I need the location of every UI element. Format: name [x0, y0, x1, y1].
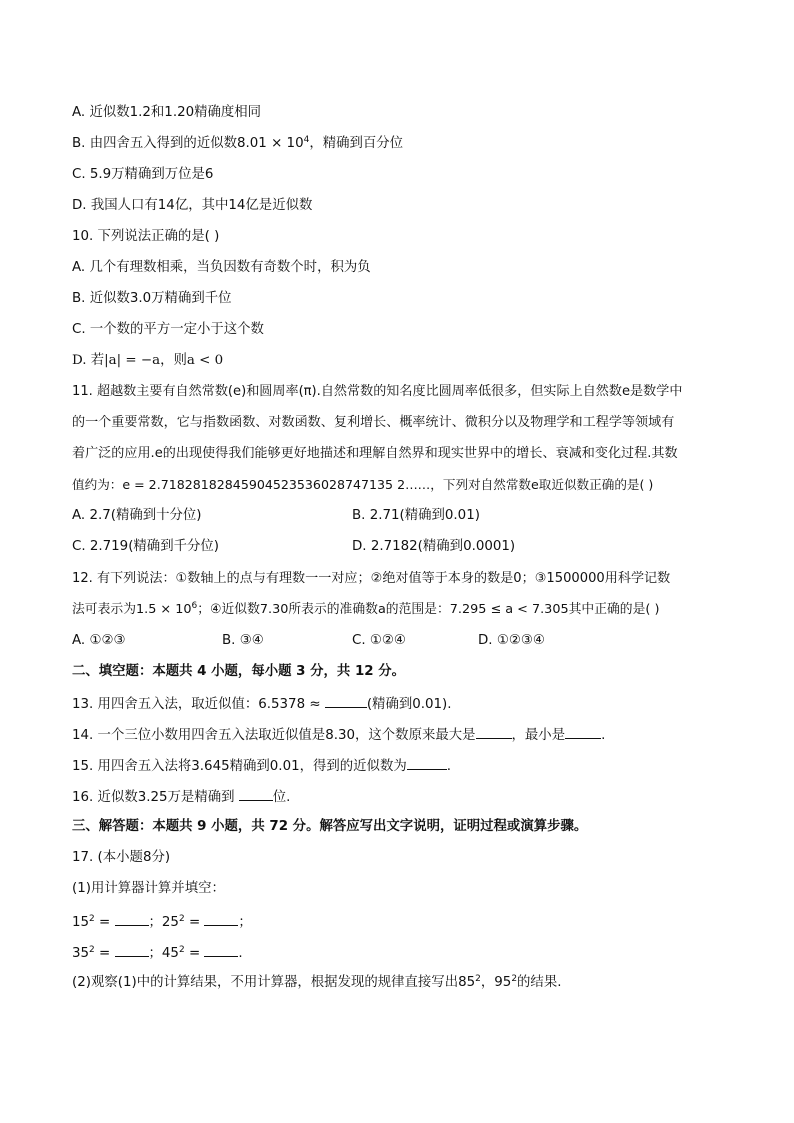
q12-option-b: B. ③④	[222, 633, 264, 648]
q10-option-d: D. 若|a| = −a，则a < 0	[72, 353, 224, 368]
section-heading-fill-in: 二、填空题：本题共 4 小题，每小题 3 分，共 12 分。	[72, 664, 406, 679]
q10-option-a: A. 几个有理数相乘，当负因数有奇数个时，积为负	[72, 260, 371, 275]
q9-option-c: C. 5.9万精确到万位是6	[72, 167, 214, 182]
q11-option-a: A. 2.7(精确到十分位)	[72, 508, 202, 523]
q9-option-b: B. 由四舍五入得到的近似数$8.01 \times 10^4$，精确到百分位	[72, 135, 404, 151]
q14-min-answer-blank[interactable]	[565, 725, 601, 739]
q14: 14. 一个三位小数用四舍五入法取近似值是8.30，这个数原来最大是 ，最小是 .	[72, 725, 605, 745]
q11-option-b: B. 2.71(精确到0.01)	[352, 508, 480, 523]
q11-line-2: 的一个重要常数，它与指数函数、对数函数、复利增长、概率统计、微积分以及物理学和工程学等领域有	[72, 415, 675, 430]
q17-row-1: $15^2$ = ；$25^2$ = ；	[72, 914, 252, 930]
q13: 13. 用四舍五入法，取近似值：6.5378 ≈ (精确到0.01).	[72, 694, 452, 714]
q17-part-2: (2)观察(1)中的计算结果，不用计算器，根据发现的规律直接写出$85^2$，$95^2$的结果.	[72, 974, 562, 990]
q12-line-2: 法可表示为$1.5 \times 10^6$；④近似数7.30所表示的准确数a的范围是：7.295 ≤ a < 7.305其中正确的是( )	[72, 601, 660, 617]
q12-option-d: D. ①②③④	[478, 633, 545, 648]
q15-answer-blank[interactable]	[407, 756, 447, 770]
q9-option-a: A. 近似数1.2和1.20精确度相同	[72, 105, 262, 120]
q12-option-c: C. ①②④	[352, 633, 406, 648]
q16-answer-blank[interactable]	[239, 787, 273, 801]
q17-answer-25-squared[interactable]	[204, 912, 238, 926]
q11-line-3: 着广泛的应用.e的出现使得我们能够更好地描述和理解自然界和现实世界中的增长、衰减和变化过程.其数	[72, 446, 678, 461]
q13-answer-blank[interactable]	[325, 694, 367, 708]
q17-answer-15-squared[interactable]	[115, 912, 149, 926]
q10-option-c: C. 一个数的平方一定小于这个数	[72, 322, 264, 337]
q12-line-1: 12. 有下列说法：①数轴上的点与有理数一一对应；②绝对值等于本身的数是0；③1500000用科学记数	[72, 571, 671, 586]
q17-answer-45-squared[interactable]	[204, 943, 238, 957]
q15: 15. 用四舍五入法将3.645精确到0.01，得到的近似数为 .	[72, 756, 451, 776]
q11-line-1: 11. 超越数主要有自然常数(e)和圆周率(π).自然常数的知名度比圆周率低很多，但实际上自然数e是数学中	[72, 384, 683, 399]
q11-option-d: D. 2.7182(精确到0.0001)	[352, 539, 516, 554]
q12-option-a: A. ①②③	[72, 633, 126, 648]
section-heading-solutions: 三、解答题：本题共 9 小题，共 72 分。解答应写出文字说明，证明过程或演算步骤。	[72, 819, 588, 834]
q17-row-2: $35^2$ = ；$45^2$ = .	[72, 945, 243, 961]
q14-max-answer-blank[interactable]	[476, 725, 512, 739]
q17-part-1: (1)用计算器计算并填空：	[72, 881, 225, 896]
q9-option-d: D. 我国人口有14亿，其中14亿是近似数	[72, 198, 313, 213]
q10-option-b: B. 近似数3.0万精确到千位	[72, 291, 232, 306]
q11-option-c: C. 2.719(精确到千分位)	[72, 539, 219, 554]
q16: 16. 近似数3.25万是精确到 位.	[72, 787, 290, 807]
q10-stem: 10. 下列说法正确的是( )	[72, 229, 220, 244]
q11-line-4: 值约为：e = 2.71828182845904523536028747135 2……，下列对自然常数e取近似数正确的是( )	[72, 477, 654, 492]
q17-stem: 17. (本小题8分)	[72, 850, 171, 865]
q17-answer-35-squared[interactable]	[115, 943, 149, 957]
